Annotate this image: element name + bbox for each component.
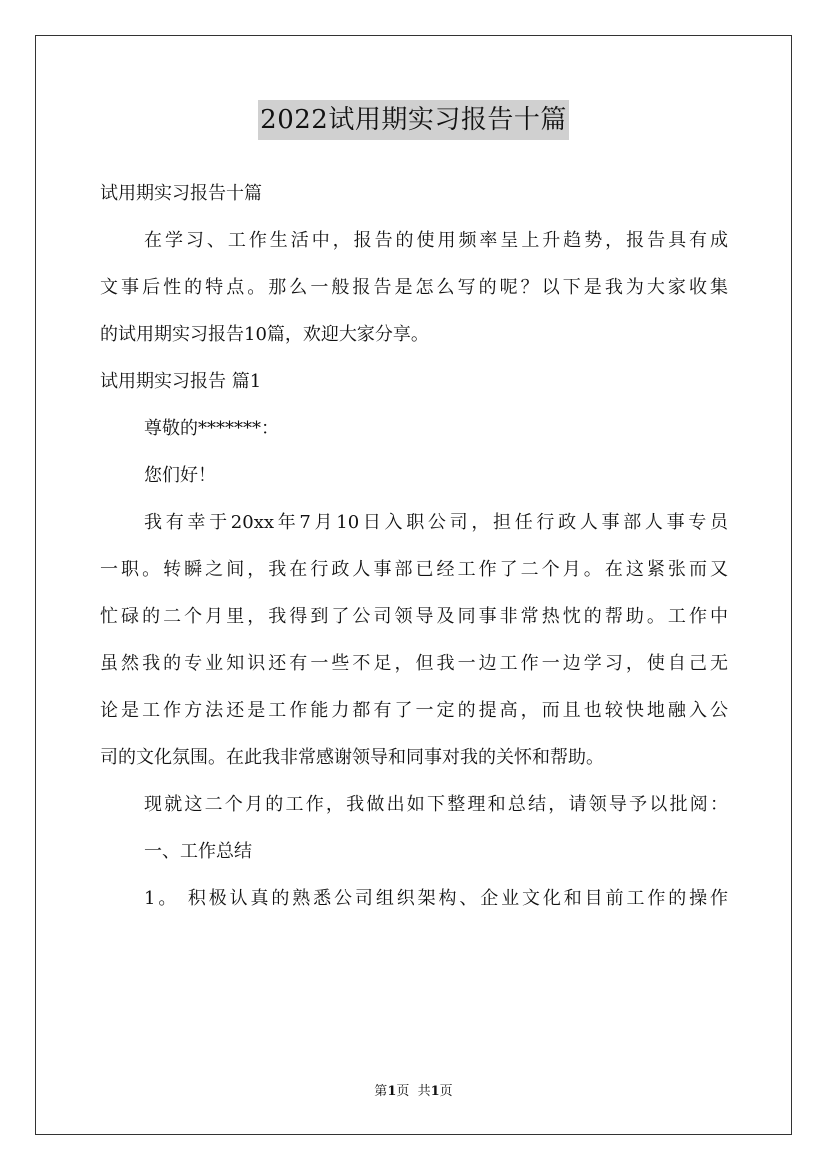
document-body	[100, 170, 728, 922]
text-line: 您们好！	[144, 465, 216, 486]
text-line: 司的文化氛围。在此我非常感谢领导和同事对我的关怀和帮助。	[100, 747, 604, 768]
text-line: 忙碌的二个月里，我得到了公司领导及同事非常热忱的帮助。工作中	[100, 606, 728, 627]
footer-prefix: 第	[374, 1084, 388, 1099]
text-line: 尊敬的*******：	[144, 418, 279, 439]
footer-mid: 页 共	[396, 1084, 431, 1099]
footer-suffix: 页	[439, 1084, 453, 1099]
text-line: 试用期实习报告 篇1	[100, 371, 262, 392]
text-line: 一、工作总结	[144, 841, 252, 862]
text-line: 论是工作方法还是工作能力都有了一定的提高，而且也较快地融入公	[100, 700, 728, 721]
text-line: 1。 积极认真的熟悉公司组织架构、企业文化和目前工作的操作	[144, 888, 728, 909]
text-line: 的试用期实习报告10篇，欢迎大家分享。	[100, 324, 429, 345]
text-line: 一职。转瞬之间，我在行政人事部已经工作了二个月。在这紧张而又	[100, 559, 728, 580]
page-footer	[0, 1083, 827, 1101]
document-title: 2022试用期实习报告十篇	[258, 100, 569, 140]
text-line: 虽然我的专业知识还有一些不足，但我一边工作一边学习，使自己无	[100, 653, 728, 674]
text-line: 现就这二个月的工作，我做出如下整理和总结，请领导予以批阅：	[144, 794, 728, 815]
text-line: 文事后性的特点。那么一般报告是怎么写的呢？以下是我为大家收集	[100, 277, 728, 298]
footer-page-current: 1	[387, 1084, 397, 1099]
text-line: 试用期实习报告十篇	[100, 183, 262, 204]
title-container	[0, 100, 827, 140]
text-line: 在学习、工作生活中，报告的使用频率呈上升趋势，报告具有成	[144, 230, 728, 251]
text-line: 我有幸于20xx年7月10日入职公司，担任行政人事部人事专员	[144, 512, 728, 533]
footer-page-total: 1	[430, 1084, 440, 1099]
